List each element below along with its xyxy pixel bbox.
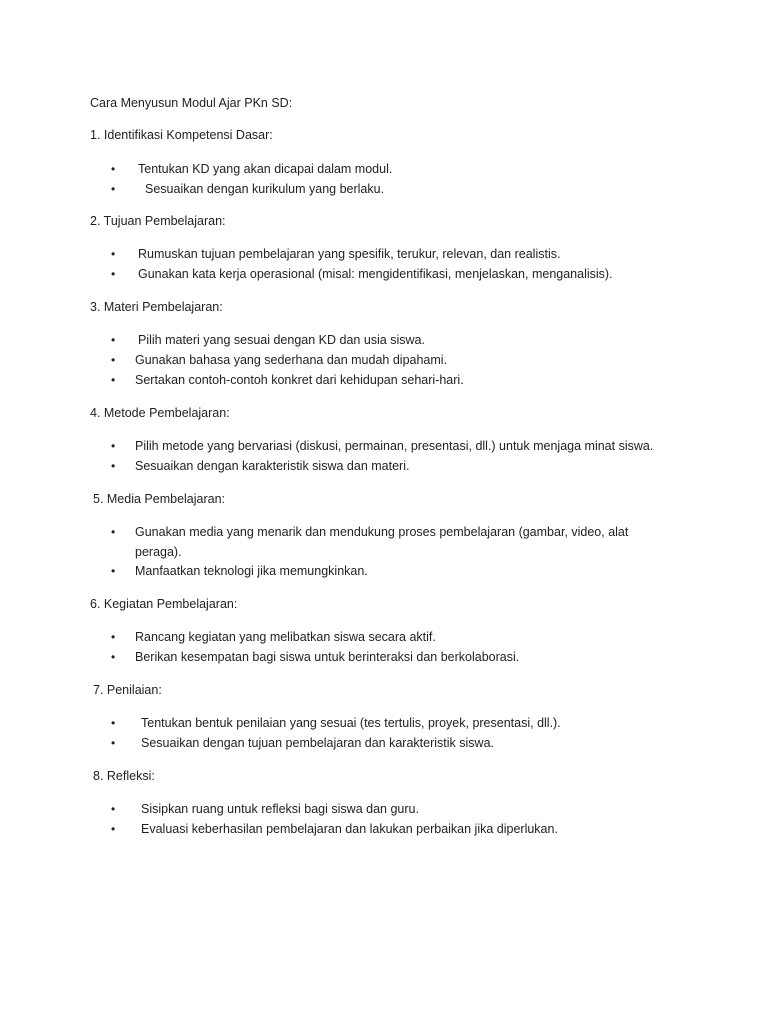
list-item (111, 799, 671, 819)
bullet-icon: • (111, 736, 116, 750)
bullet-icon: • (111, 822, 116, 836)
list-item-text: Sisipkan ruang untuk refleksi bagi siswa dan guru. (141, 802, 419, 816)
list-item-text: Sesuaikan dengan tujuan pembelajaran dan karakteristik siswa. (141, 736, 494, 750)
bullet-icon: • (111, 267, 116, 281)
list-item (111, 522, 671, 562)
bullet-icon: • (111, 333, 116, 347)
section-heading-1: 1. Identifikasi Kompetensi Dasar: (90, 128, 273, 142)
list-item-text: Berikan kesempatan bagi siswa untuk berinteraksi dan berkolaborasi. (135, 650, 520, 664)
list-item (111, 733, 671, 753)
bullet-icon: • (111, 439, 116, 453)
list-item (111, 350, 671, 370)
list-item (111, 647, 671, 667)
section-heading-6: 6. Kegiatan Pembelajaran: (90, 597, 238, 611)
list-item-text: Tentukan KD yang akan dicapai dalam modul. (138, 162, 393, 176)
section-heading-5: 5. Media Pembelajaran: (93, 492, 226, 506)
bullet-icon: • (111, 564, 116, 578)
list-item (111, 561, 671, 581)
list-item (111, 713, 671, 733)
list-item (111, 179, 671, 199)
bullet-icon: • (111, 525, 116, 539)
list-item-text: Gunakan kata kerja operasional (misal: mengidentifikasi, menjelaskan, menganalisis). (138, 267, 613, 281)
list-item-text: Tentukan bentuk penilaian yang sesuai (tes tertulis, proyek, presentasi, dll.). (141, 716, 561, 730)
list-item (111, 819, 671, 839)
section-heading-8: 8. Refleksi: (93, 769, 155, 783)
bullet-icon: • (111, 247, 116, 261)
list-item-text: Manfaatkan teknologi jika memungkinkan. (135, 564, 368, 578)
list-item (111, 159, 671, 179)
list-item-text: Evaluasi keberhasilan pembelajaran dan lakukan perbaikan jika diperlukan. (141, 822, 558, 836)
list-item (111, 330, 671, 350)
bullet-icon: • (111, 182, 116, 196)
list-item-text: Sesuaikan dengan karakteristik siswa dan materi. (135, 459, 410, 473)
section-heading-3: 3. Materi Pembelajaran: (90, 300, 223, 314)
list-item (111, 244, 671, 264)
list-item-text: Rumuskan tujuan pembelajaran yang spesifik, terukur, relevan, dan realistis. (138, 247, 561, 261)
list-item-text: Rancang kegiatan yang melibatkan siswa secara aktif. (135, 630, 436, 644)
bullet-icon: • (111, 716, 116, 730)
list-item-text: Pilih metode yang bervariasi (diskusi, permainan, presentasi, dll.) untuk menjaga minat siswa. (135, 439, 654, 453)
list-item (111, 370, 671, 390)
bullet-icon: • (111, 630, 116, 644)
section-heading-4: 4. Metode Pembelajaran: (90, 406, 230, 420)
list-item-text: Sesuaikan dengan kurikulum yang berlaku. (145, 182, 385, 196)
section-heading-2: 2. Tujuan Pembelajaran: (90, 214, 226, 228)
list-item (111, 456, 671, 476)
list-item (111, 264, 671, 284)
document-title: Cara Menyusun Modul Ajar PKn SD: (90, 96, 293, 110)
list-item-text: Sertakan contoh-contoh konkret dari kehidupan sehari-hari. (135, 373, 464, 387)
bullet-icon: • (111, 373, 116, 387)
section-heading-7: 7. Penilaian: (93, 683, 162, 697)
bullet-icon: • (111, 353, 116, 367)
bullet-icon: • (111, 650, 116, 664)
list-item-text: Gunakan bahasa yang sederhana dan mudah dipahami. (135, 353, 448, 367)
bullet-icon: • (111, 459, 116, 473)
list-item-text: Gunakan media yang menarik dan mendukung proses pembelajaran (gambar, video, alat peraga). (135, 525, 629, 559)
list-item (111, 436, 671, 456)
bullet-icon: • (111, 802, 116, 816)
list-item (111, 627, 671, 647)
list-item-text: Pilih materi yang sesuai dengan KD dan usia siswa. (138, 333, 425, 347)
bullet-icon: • (111, 162, 116, 176)
